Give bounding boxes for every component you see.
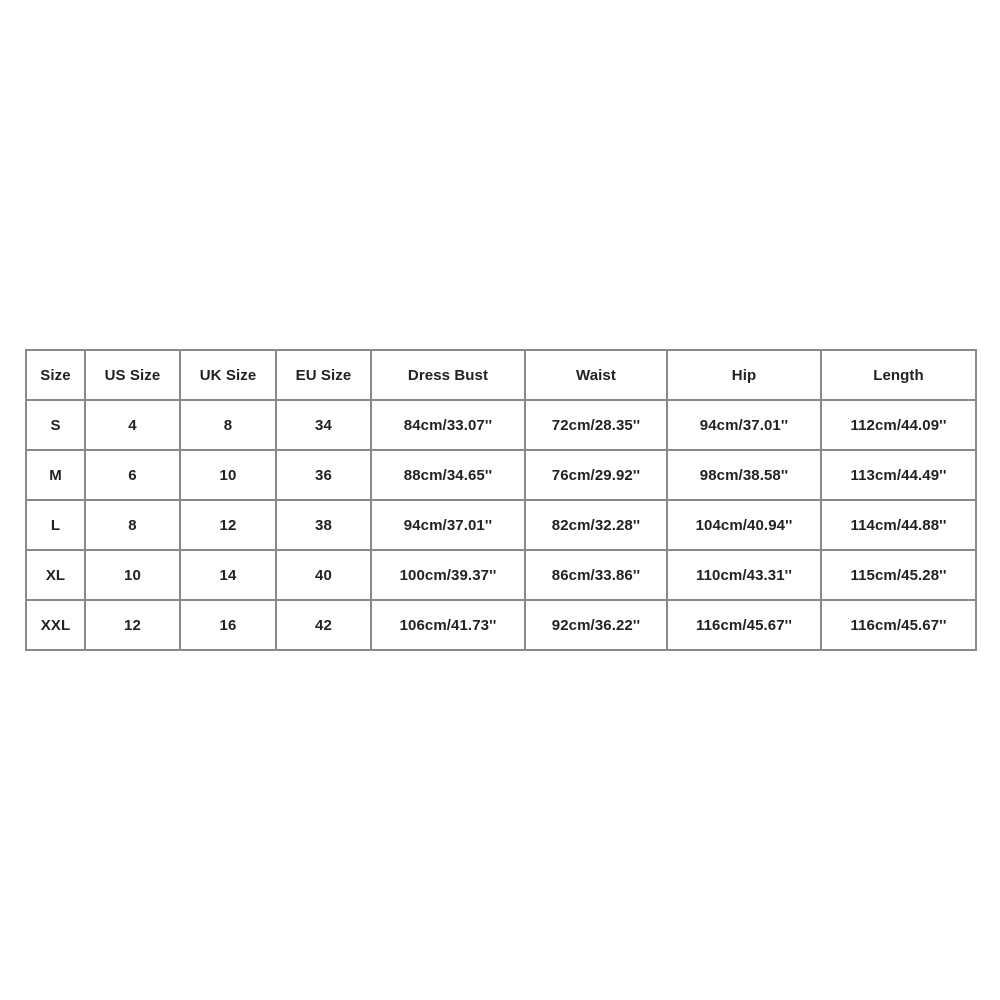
cell-uk-size: 10 <box>180 450 276 500</box>
cell-dress-bust: 100cm/39.37'' <box>371 550 525 600</box>
cell-hip: 116cm/45.67'' <box>667 600 821 650</box>
cell-length: 115cm/45.28'' <box>821 550 976 600</box>
table-row <box>26 400 976 450</box>
cell-size: S <box>26 400 85 450</box>
size-chart-table <box>25 349 977 651</box>
cell-uk-size: 8 <box>180 400 276 450</box>
cell-waist: 92cm/36.22'' <box>525 600 667 650</box>
cell-dress-bust: 94cm/37.01'' <box>371 500 525 550</box>
header-row <box>26 350 976 400</box>
cell-waist: 72cm/28.35'' <box>525 400 667 450</box>
cell-hip: 104cm/40.94'' <box>667 500 821 550</box>
header-eu-size: EU Size <box>276 350 371 400</box>
header-size: Size <box>26 350 85 400</box>
header-dress-bust: Dress Bust <box>371 350 525 400</box>
header-waist: Waist <box>525 350 667 400</box>
cell-length: 113cm/44.49'' <box>821 450 976 500</box>
cell-hip: 94cm/37.01'' <box>667 400 821 450</box>
cell-us-size: 8 <box>85 500 180 550</box>
cell-eu-size: 36 <box>276 450 371 500</box>
cell-size: XL <box>26 550 85 600</box>
cell-waist: 86cm/33.86'' <box>525 550 667 600</box>
cell-hip: 98cm/38.58'' <box>667 450 821 500</box>
cell-size: M <box>26 450 85 500</box>
cell-eu-size: 38 <box>276 500 371 550</box>
cell-waist: 76cm/29.92'' <box>525 450 667 500</box>
header-length: Length <box>821 350 976 400</box>
cell-dress-bust: 106cm/41.73'' <box>371 600 525 650</box>
cell-uk-size: 12 <box>180 500 276 550</box>
cell-dress-bust: 88cm/34.65'' <box>371 450 525 500</box>
table-row <box>26 500 976 550</box>
cell-length: 114cm/44.88'' <box>821 500 976 550</box>
header-us-size: US Size <box>85 350 180 400</box>
cell-dress-bust: 84cm/33.07'' <box>371 400 525 450</box>
cell-length: 116cm/45.67'' <box>821 600 976 650</box>
cell-us-size: 4 <box>85 400 180 450</box>
cell-waist: 82cm/32.28'' <box>525 500 667 550</box>
cell-eu-size: 40 <box>276 550 371 600</box>
cell-eu-size: 34 <box>276 400 371 450</box>
cell-us-size: 12 <box>85 600 180 650</box>
cell-uk-size: 16 <box>180 600 276 650</box>
cell-eu-size: 42 <box>276 600 371 650</box>
table-row <box>26 450 976 500</box>
cell-hip: 110cm/43.31'' <box>667 550 821 600</box>
cell-size: L <box>26 500 85 550</box>
cell-length: 112cm/44.09'' <box>821 400 976 450</box>
table-row <box>26 600 976 650</box>
cell-us-size: 10 <box>85 550 180 600</box>
header-hip: Hip <box>667 350 821 400</box>
cell-uk-size: 14 <box>180 550 276 600</box>
cell-us-size: 6 <box>85 450 180 500</box>
header-uk-size: UK Size <box>180 350 276 400</box>
cell-size: XXL <box>26 600 85 650</box>
table-row <box>26 550 976 600</box>
